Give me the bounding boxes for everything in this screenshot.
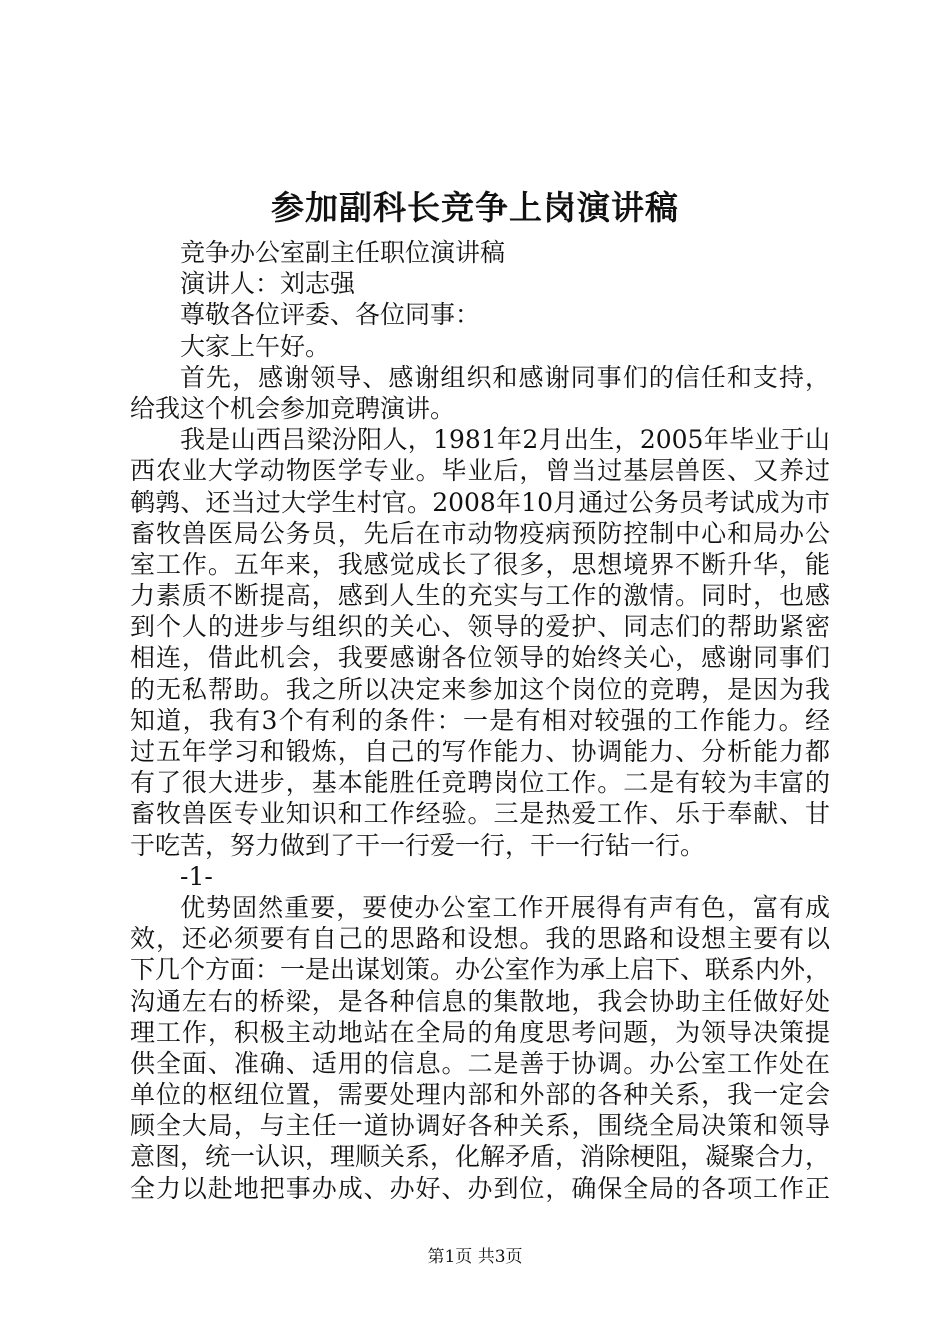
- text-line: 大家上午好。: [180, 331, 331, 361]
- text-line: 我是山西吕梁汾阳人，1981年2月出生，2005年毕业于山: [180, 425, 830, 455]
- text-line: 畜牧兽医专业知识和工作经验。三是热爱工作、乐于奉献、甘: [130, 799, 830, 829]
- text-line: 演讲人：刘志强: [180, 269, 356, 299]
- text-line: 单位的枢纽位置，需要处理内部和外部的各种关系，我一定会: [130, 1080, 830, 1110]
- text-line: 畜牧兽医局公务员，先后在市动物疫病预防控制中心和局办公: [130, 518, 830, 548]
- page-footer: 第1页 共3页: [427, 1247, 523, 1267]
- text-line: 相连，借此机会，我要感谢各位领导的始终关心，感谢同事们: [130, 643, 830, 673]
- text-line: 知道，我有3个有利的条件：一是有相对较强的工作能力。经: [130, 705, 830, 735]
- text-line: 的无私帮助。我之所以决定来参加这个岗位的竞聘，是因为我: [130, 674, 830, 704]
- text-line: 鹌鹑、还当过大学生村官。2008年10月通过公务员考试成为市: [130, 487, 830, 517]
- text-line: 室工作。五年来，我感觉成长了很多，思想境界不断升华，能: [130, 549, 830, 579]
- text-line: 效，还必须要有自己的思路和设想。我的思路和设想主要有以: [130, 924, 830, 954]
- text-line: 有了很大进步，基本能胜任竞聘岗位工作。二是有较为丰富的: [130, 768, 830, 798]
- text-line: 到个人的进步与组织的关心、领导的爱护、同志们的帮助紧密: [130, 612, 830, 642]
- text-line: 优势固然重要，要使办公室工作开展得有声有色，富有成: [180, 892, 830, 922]
- text-line: 意图，统一认识，理顺关系，化解矛盾，消除梗阻，凝聚合力，: [130, 1142, 830, 1172]
- text-line: 理工作，积极主动地站在全局的角度思考问题，为领导决策提: [130, 1017, 830, 1047]
- text-line: 尊敬各位评委、各位同事：: [180, 300, 481, 330]
- text-line: 西农业大学动物医学专业。毕业后，曾当过基层兽医、又养过: [130, 456, 830, 486]
- document-body: [130, 237, 830, 1204]
- text-line: 下几个方面：一是出谋划策。办公室作为承上启下、联系内外，: [130, 955, 830, 985]
- text-line: 给我这个机会参加竞聘演讲。: [130, 393, 456, 423]
- document-title: 参加副科长竞争上岗演讲稿: [271, 188, 679, 227]
- text-line: 竞争办公室副主任职位演讲稿: [180, 238, 506, 267]
- text-line: 全力以赴地把事办成、办好、办到位，确保全局的各项工作正: [130, 1173, 830, 1203]
- text-line: 供全面、准确、适用的信息。二是善于协调。办公室工作处在: [130, 1048, 830, 1078]
- text-line: 于吃苦，努力做到了干一行爱一行，干一行钻一行。: [130, 830, 706, 860]
- text-line: 顾全大局，与主任一道协调好各种关系，围绕全局决策和领导: [130, 1111, 830, 1141]
- text-line: -1-: [180, 861, 213, 891]
- text-line: 力素质不断提高，感到人生的充实与工作的激情。同时，也感: [130, 581, 830, 611]
- text-line: 首先，感谢领导、感谢组织和感谢同事们的信任和支持，: [180, 362, 830, 392]
- text-line: 过五年学习和锻炼，自己的写作能力、协调能力、分析能力都: [130, 737, 830, 766]
- text-line: 沟通左右的桥梁，是各种信息的集散地，我会协助主任做好处: [130, 986, 830, 1016]
